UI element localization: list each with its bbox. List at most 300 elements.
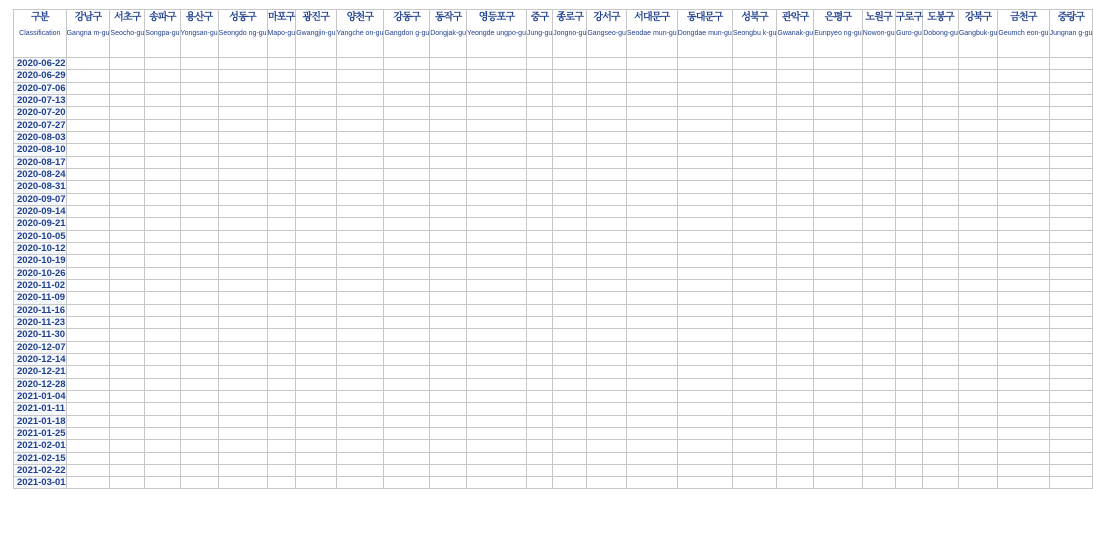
heatmap-cell: [895, 427, 923, 439]
heatmap-cell: [526, 366, 552, 378]
heatmap-cell: [218, 242, 267, 254]
heatmap-cell: [430, 304, 467, 316]
column-header: [336, 10, 384, 58]
heatmap-cell: [895, 107, 923, 119]
heatmap-cell: [895, 378, 923, 390]
heatmap-cell: [777, 267, 814, 279]
column-header: [296, 10, 336, 58]
heatmap-cell: [218, 218, 267, 230]
heatmap-cell: [677, 107, 732, 119]
row-date-label: 2021-01-25: [14, 427, 67, 439]
heatmap-cell: [677, 477, 732, 489]
heatmap-cell: [180, 107, 218, 119]
heatmap-cell: [66, 366, 110, 378]
column-header: [626, 10, 677, 58]
heatmap-cell: [1049, 82, 1093, 94]
heatmap-cell: [180, 366, 218, 378]
heatmap-cell: [814, 477, 862, 489]
table-row: [14, 427, 1093, 439]
row-date-label: 2020-06-29: [14, 70, 67, 82]
heatmap-cell: [553, 452, 587, 464]
heatmap-cell: [336, 452, 384, 464]
heatmap-cell: [218, 156, 267, 168]
heatmap-cell: [467, 218, 527, 230]
heatmap-cell: [384, 218, 430, 230]
heatmap-cell: [958, 144, 998, 156]
heatmap-cell: [777, 119, 814, 131]
column-label-en: Jungnan g-gu: [1049, 30, 1093, 37]
heatmap-cell: [998, 94, 1049, 106]
heatmap-cell: [553, 70, 587, 82]
table-row: [14, 316, 1093, 328]
heatmap-cell: [336, 82, 384, 94]
heatmap-cell: [923, 205, 959, 217]
heatmap-cell: [862, 205, 895, 217]
heatmap-cell: [998, 378, 1049, 390]
heatmap-cell: [296, 304, 336, 316]
heatmap-cell: [923, 131, 959, 143]
heatmap-cell: [777, 304, 814, 316]
heatmap-cell: [732, 193, 777, 205]
heatmap-cell: [862, 58, 895, 70]
column-label-ko: 종로구: [556, 12, 584, 23]
heatmap-cell: [862, 242, 895, 254]
heatmap-cell: [336, 464, 384, 476]
table-row: [14, 440, 1093, 452]
heatmap-cell: [526, 292, 552, 304]
heatmap-cell: [267, 255, 296, 267]
heatmap-cell: [66, 230, 110, 242]
row-date-label: 2020-07-20: [14, 107, 67, 119]
heatmap-cell: [526, 107, 552, 119]
heatmap-cell: [553, 378, 587, 390]
heatmap-cell: [777, 316, 814, 328]
heatmap-cell: [814, 378, 862, 390]
heatmap-cell: [218, 230, 267, 242]
heatmap-cell: [677, 316, 732, 328]
heatmap-cell: [553, 353, 587, 365]
heatmap-cell: [958, 218, 998, 230]
heatmap-cell: [526, 341, 552, 353]
heatmap-cell: [218, 415, 267, 427]
heatmap-cell: [526, 440, 552, 452]
heatmap-cell: [587, 415, 627, 427]
heatmap-cell: [1049, 316, 1093, 328]
heatmap-cell: [66, 452, 110, 464]
heatmap-cell: [218, 58, 267, 70]
heatmap-cell: [430, 427, 467, 439]
heatmap-cell: [958, 255, 998, 267]
heatmap-cell: [777, 427, 814, 439]
heatmap-cell: [587, 279, 627, 291]
heatmap-cell: [218, 168, 267, 180]
table-row: [14, 477, 1093, 489]
heatmap-cell: [626, 292, 677, 304]
heatmap-cell: [998, 218, 1049, 230]
heatmap-cell: [677, 58, 732, 70]
heatmap-cell: [110, 279, 145, 291]
row-date-label: 2020-07-06: [14, 82, 67, 94]
column-header: [110, 10, 145, 58]
heatmap-cell: [145, 279, 180, 291]
row-date-label: 2020-07-13: [14, 94, 67, 106]
heatmap-cell: [267, 168, 296, 180]
heatmap-cell: [218, 181, 267, 193]
heatmap-cell: [218, 267, 267, 279]
heatmap-cell: [1049, 464, 1093, 476]
table-row: [14, 58, 1093, 70]
heatmap-cell: [267, 119, 296, 131]
heatmap-cell: [110, 452, 145, 464]
heatmap-cell: [66, 119, 110, 131]
heatmap-cell: [296, 403, 336, 415]
column-header: [553, 10, 587, 58]
table-row: [14, 292, 1093, 304]
heatmap-cell: [923, 267, 959, 279]
heatmap-cell: [296, 292, 336, 304]
heatmap-cell: [732, 378, 777, 390]
heatmap-cell: [430, 131, 467, 143]
heatmap-cell: [732, 82, 777, 94]
heatmap-cell: [998, 193, 1049, 205]
heatmap-cell: [145, 70, 180, 82]
heatmap-cell: [467, 452, 527, 464]
heatmap-cell: [467, 464, 527, 476]
heatmap-cell: [430, 378, 467, 390]
heatmap-cell: [66, 82, 110, 94]
heatmap-cell: [626, 70, 677, 82]
row-date-label: 2021-02-15: [14, 452, 67, 464]
column-label-ko: 중구: [530, 12, 549, 23]
column-label-en: Gangseo-gu: [587, 30, 626, 37]
heatmap-cell: [958, 390, 998, 402]
heatmap-cell: [296, 415, 336, 427]
heatmap-cell: [66, 107, 110, 119]
heatmap-cell: [180, 279, 218, 291]
heatmap-cell: [553, 304, 587, 316]
heatmap-cell: [677, 94, 732, 106]
heatmap-cell: [66, 70, 110, 82]
heatmap-cell: [923, 415, 959, 427]
heatmap-cell: [777, 390, 814, 402]
heatmap-cell: [553, 82, 587, 94]
heatmap-cell: [110, 131, 145, 143]
heatmap-cell: [777, 107, 814, 119]
heatmap-cell: [862, 329, 895, 341]
heatmap-cell: [923, 242, 959, 254]
row-date-label: 2020-08-17: [14, 156, 67, 168]
heatmap-cell: [336, 390, 384, 402]
heatmap-cell: [467, 292, 527, 304]
table-row: [14, 168, 1093, 180]
heatmap-cell: [895, 131, 923, 143]
heatmap-cell: [384, 58, 430, 70]
column-header: [998, 10, 1049, 58]
heatmap-cell: [587, 440, 627, 452]
heatmap-cell: [677, 378, 732, 390]
heatmap-cell: [180, 181, 218, 193]
heatmap-cell: [553, 390, 587, 402]
heatmap-cell: [384, 255, 430, 267]
column-label-ko: 성북구: [741, 12, 768, 23]
heatmap-cell: [732, 94, 777, 106]
heatmap-cell: [1049, 304, 1093, 316]
heatmap-cell: [267, 193, 296, 205]
table-row: [14, 218, 1093, 230]
heatmap-cell: [777, 477, 814, 489]
heatmap-cell: [66, 58, 110, 70]
heatmap-cell: [732, 58, 777, 70]
column-header: [895, 10, 923, 58]
column-label-en: Yongsan-gu: [180, 30, 218, 37]
heatmap-cell: [180, 58, 218, 70]
column-header: [467, 10, 527, 58]
heatmap-cell: [145, 464, 180, 476]
heatmap-cell: [267, 452, 296, 464]
heatmap-cell: [467, 477, 527, 489]
heatmap-cell: [218, 144, 267, 156]
heatmap-cell: [732, 477, 777, 489]
column-header: [587, 10, 627, 58]
heatmap-cell: [430, 292, 467, 304]
heatmap-cell: [526, 403, 552, 415]
heatmap-cell: [267, 415, 296, 427]
heatmap-cell: [923, 316, 959, 328]
heatmap-cell: [467, 144, 527, 156]
heatmap-cell: [553, 156, 587, 168]
table-row: [14, 70, 1093, 82]
heatmap-body: [14, 58, 1093, 489]
heatmap-cell: [553, 131, 587, 143]
heatmap-cell: [677, 131, 732, 143]
heatmap-cell: [895, 477, 923, 489]
heatmap-cell: [180, 440, 218, 452]
heatmap-cell: [587, 193, 627, 205]
heatmap-cell: [777, 329, 814, 341]
heatmap-cell: [218, 94, 267, 106]
heatmap-cell: [553, 464, 587, 476]
heatmap-cell: [336, 58, 384, 70]
heatmap-cell: [587, 144, 627, 156]
heatmap-cell: [923, 193, 959, 205]
heatmap-cell: [218, 341, 267, 353]
heatmap-cell: [296, 390, 336, 402]
heatmap-cell: [732, 316, 777, 328]
heatmap-cell: [430, 94, 467, 106]
heatmap-cell: [553, 292, 587, 304]
row-date-label: 2020-11-09: [14, 292, 67, 304]
heatmap-cell: [732, 107, 777, 119]
heatmap-cell: [430, 366, 467, 378]
heatmap-cell: [145, 82, 180, 94]
heatmap-cell: [862, 70, 895, 82]
heatmap-cell: [998, 403, 1049, 415]
heatmap-cell: [677, 415, 732, 427]
heatmap-cell: [862, 156, 895, 168]
heatmap-cell: [384, 329, 430, 341]
heatmap-cell: [958, 156, 998, 168]
heatmap-cell: [677, 193, 732, 205]
heatmap-cell: [526, 353, 552, 365]
heatmap-cell: [677, 341, 732, 353]
heatmap-cell: [732, 144, 777, 156]
heatmap-cell: [336, 230, 384, 242]
heatmap-cell: [218, 329, 267, 341]
heatmap-cell: [1049, 353, 1093, 365]
heatmap-cell: [553, 218, 587, 230]
heatmap-cell: [777, 144, 814, 156]
heatmap-cell: [526, 415, 552, 427]
heatmap-cell: [145, 353, 180, 365]
row-date-label: 2020-10-19: [14, 255, 67, 267]
heatmap-cell: [296, 107, 336, 119]
heatmap-cell: [145, 230, 180, 242]
heatmap-cell: [384, 94, 430, 106]
heatmap-cell: [430, 477, 467, 489]
heatmap-cell: [998, 242, 1049, 254]
heatmap-cell: [430, 440, 467, 452]
heatmap-cell: [145, 58, 180, 70]
column-header: [732, 10, 777, 58]
heatmap-cell: [66, 477, 110, 489]
heatmap-cell: [958, 205, 998, 217]
heatmap-cell: [677, 304, 732, 316]
heatmap-cell: [296, 70, 336, 82]
heatmap-cell: [384, 156, 430, 168]
heatmap-cell: [180, 255, 218, 267]
heatmap-cell: [296, 131, 336, 143]
heatmap-cell: [732, 304, 777, 316]
heatmap-cell: [218, 107, 267, 119]
heatmap-cell: [777, 205, 814, 217]
heatmap-cell: [267, 205, 296, 217]
column-label-en: Dongdae mun-gu: [677, 30, 732, 37]
heatmap-cell: [553, 94, 587, 106]
heatmap-cell: [1049, 267, 1093, 279]
heatmap-cell: [677, 440, 732, 452]
heatmap-cell: [626, 82, 677, 94]
heatmap-cell: [732, 119, 777, 131]
heatmap-cell: [814, 440, 862, 452]
heatmap-cell: [553, 193, 587, 205]
heatmap-cell: [814, 144, 862, 156]
heatmap-cell: [145, 304, 180, 316]
heatmap-cell: [336, 353, 384, 365]
heatmap-cell: [677, 230, 732, 242]
column-label-en: Seongdo ng-gu: [218, 30, 267, 37]
heatmap-cell: [814, 267, 862, 279]
heatmap-cell: [467, 193, 527, 205]
heatmap-cell: [862, 144, 895, 156]
heatmap-cell: [145, 292, 180, 304]
heatmap-cell: [895, 366, 923, 378]
heatmap-cell: [553, 341, 587, 353]
heatmap-cell: [626, 144, 677, 156]
heatmap-cell: [1049, 144, 1093, 156]
heatmap-cell: [587, 477, 627, 489]
heatmap-cell: [626, 477, 677, 489]
heatmap-cell: [923, 353, 959, 365]
table-row: [14, 144, 1093, 156]
heatmap-cell: [895, 403, 923, 415]
heatmap-cell: [732, 329, 777, 341]
heatmap-cell: [814, 230, 862, 242]
heatmap-cell: [626, 119, 677, 131]
heatmap-cell: [1049, 452, 1093, 464]
heatmap-cell: [384, 304, 430, 316]
heatmap-cell: [895, 242, 923, 254]
heatmap-cell: [958, 107, 998, 119]
heatmap-cell: [218, 82, 267, 94]
heatmap-cell: [998, 144, 1049, 156]
table-row: [14, 156, 1093, 168]
heatmap-cell: [336, 131, 384, 143]
row-date-label: 2021-01-18: [14, 415, 67, 427]
heatmap-cell: [1049, 58, 1093, 70]
heatmap-cell: [145, 477, 180, 489]
column-header: [66, 10, 110, 58]
heatmap-cell: [895, 82, 923, 94]
heatmap-cell: [895, 353, 923, 365]
heatmap-cell: [587, 168, 627, 180]
heatmap-cell: [777, 255, 814, 267]
row-date-label: 2020-08-10: [14, 144, 67, 156]
table-row: [14, 279, 1093, 291]
heatmap-cell: [626, 279, 677, 291]
heatmap-cell: [958, 193, 998, 205]
heatmap-cell: [267, 144, 296, 156]
heatmap-cell: [998, 107, 1049, 119]
heatmap-cell: [732, 168, 777, 180]
heatmap-cell: [862, 168, 895, 180]
heatmap-cell: [526, 304, 552, 316]
heatmap-cell: [998, 131, 1049, 143]
heatmap-cell: [862, 230, 895, 242]
heatmap-cell: [110, 477, 145, 489]
heatmap-cell: [430, 390, 467, 402]
heatmap-cell: [923, 230, 959, 242]
column-label-en: Songpa-gu: [145, 30, 180, 37]
heatmap-cell: [895, 193, 923, 205]
heatmap-cell: [923, 341, 959, 353]
heatmap-cell: [814, 58, 862, 70]
heatmap-cell: [180, 144, 218, 156]
heatmap-cell: [677, 452, 732, 464]
heatmap-cell: [862, 255, 895, 267]
heatmap-cell: [998, 255, 1049, 267]
heatmap-cell: [626, 107, 677, 119]
heatmap-cell: [218, 390, 267, 402]
heatmap-cell: [862, 218, 895, 230]
column-label-ko: 구로구: [895, 12, 923, 23]
column-header: [180, 10, 218, 58]
heatmap-cell: [296, 477, 336, 489]
heatmap-cell: [467, 255, 527, 267]
heatmap-cell: [732, 279, 777, 291]
heatmap-cell: [1049, 255, 1093, 267]
heatmap-cell: [923, 168, 959, 180]
table-row: [14, 378, 1093, 390]
heatmap-cell: [180, 292, 218, 304]
heatmap-cell: [296, 464, 336, 476]
heatmap-cell: [384, 390, 430, 402]
heatmap-cell: [430, 119, 467, 131]
heatmap-cell: [626, 427, 677, 439]
heatmap-cell: [384, 242, 430, 254]
heatmap-cell: [66, 464, 110, 476]
heatmap-cell: [384, 316, 430, 328]
heatmap-cell: [923, 82, 959, 94]
